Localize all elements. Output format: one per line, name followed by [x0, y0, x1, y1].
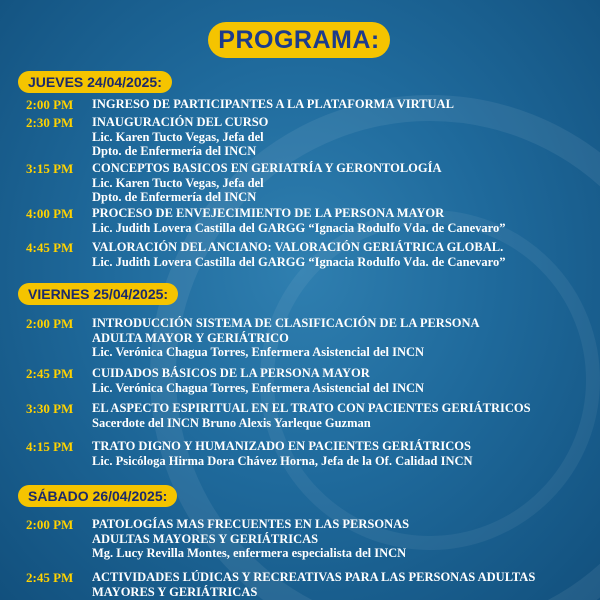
entry-time: 2:00 PM — [26, 316, 74, 331]
entry-title: INTRODUCCIÓN SISTEMA DE CLASIFICACIÓN DE LA PERSONA — [92, 316, 480, 330]
entry-title: CUIDADOS BÁSICOS DE LA PERSONA MAYOR — [92, 366, 370, 380]
day-header-friday: VIERNES 25/04/2025: — [18, 283, 178, 305]
day-header-saturday: SÁBADO 26/04/2025: — [18, 485, 177, 507]
entry-title: PATOLOGÍAS MAS FRECUENTES EN LAS PERSONAS — [92, 517, 410, 531]
entry-speaker: Lic. Karen Tucto Vegas, Jefa del — [92, 129, 264, 144]
entry-title: INAUGURACIÓN DEL CURSO — [92, 115, 269, 129]
entry-title: ACTIVIDADES LÚDICAS Y RECREATIVAS PARA LAS PERSONAS ADULTAS — [92, 570, 536, 584]
program-title: PROGRAMA: — [208, 22, 390, 58]
day-header-thursday: JUEVES 24/04/2025: — [18, 71, 172, 93]
entry-speaker: Sacerdote del INCN Bruno Alexis Yarleque Guzman — [92, 415, 371, 430]
entry-time: 2:45 PM — [26, 570, 74, 585]
entry-time: 4:15 PM — [26, 439, 74, 454]
entry-speaker: Mg. Lucy Revilla Montes, enfermera especialista del INCN — [92, 546, 407, 560]
entry-speaker: Lic. Psicóloga Hirma Dora Chávez Horna, Jefa de la Of. Calidad INCN — [92, 453, 473, 468]
entry-time: 4:45 PM — [26, 240, 74, 255]
entry-title: CONCEPTOS BASICOS EN GERIATRÍA Y GERONTOLOGÍA — [92, 161, 442, 175]
entry-time: 2:30 PM — [26, 115, 74, 130]
entry-title: EL ASPECTO ESPIRITUAL EN EL TRATO CON PACIENTES GERIÁTRICOS — [92, 401, 531, 415]
entry-speaker: Lic. Judith Lovera Castilla del GARGG “Ignacia Rodulfo Vda. de Canevaro” — [92, 220, 506, 235]
entry-title: PROCESO DE ENVEJECIMIENTO DE LA PERSONA MAYOR — [92, 206, 445, 220]
entry-title: TRATO DIGNO Y HUMANIZADO EN PACIENTES GERIÁTRICOS — [92, 439, 471, 453]
entry-title: ADULTAS MAYORES Y GERIÁTRICAS — [92, 531, 319, 546]
entry-speaker: Dpto. de Enfermería del INCN — [92, 144, 257, 158]
entry-time: 2:45 PM — [26, 366, 74, 381]
entry-speaker: Lic. Verónica Chagua Torres, Enfermera Asistencial del INCN — [92, 345, 425, 359]
entry-speaker: Lic. Verónica Chagua Torres, Enfermera Asistencial del INCN — [92, 380, 425, 395]
entry-title: ADULTA MAYOR Y GERIÁTRICO — [92, 330, 289, 345]
entry-time: 2:00 PM — [26, 517, 74, 532]
entry-title: MAYORES Y GERIÁTRICAS — [92, 584, 258, 599]
entry-title: INGRESO DE PARTICIPANTES A LA PLATAFORMA VIRTUAL — [92, 97, 454, 111]
entry-speaker: Lic. Judith Lovera Castilla del GARGG “Ignacia Rodulfo Vda. de Canevaro” — [92, 254, 506, 269]
entry-time: 4:00 PM — [26, 206, 74, 221]
entry-speaker: Dpto. de Enfermería del INCN — [92, 190, 257, 204]
entry-speaker: Lic. Karen Tucto Vegas, Jefa del — [92, 175, 264, 190]
entry-time: 3:30 PM — [26, 401, 74, 416]
entry-time: 3:15 PM — [26, 161, 74, 176]
entry-time: 2:00 PM — [26, 97, 74, 112]
entry-title: VALORACIÓN DEL ANCIANO: VALORACIÓN GERIÁTRICA GLOBAL. — [92, 240, 504, 254]
